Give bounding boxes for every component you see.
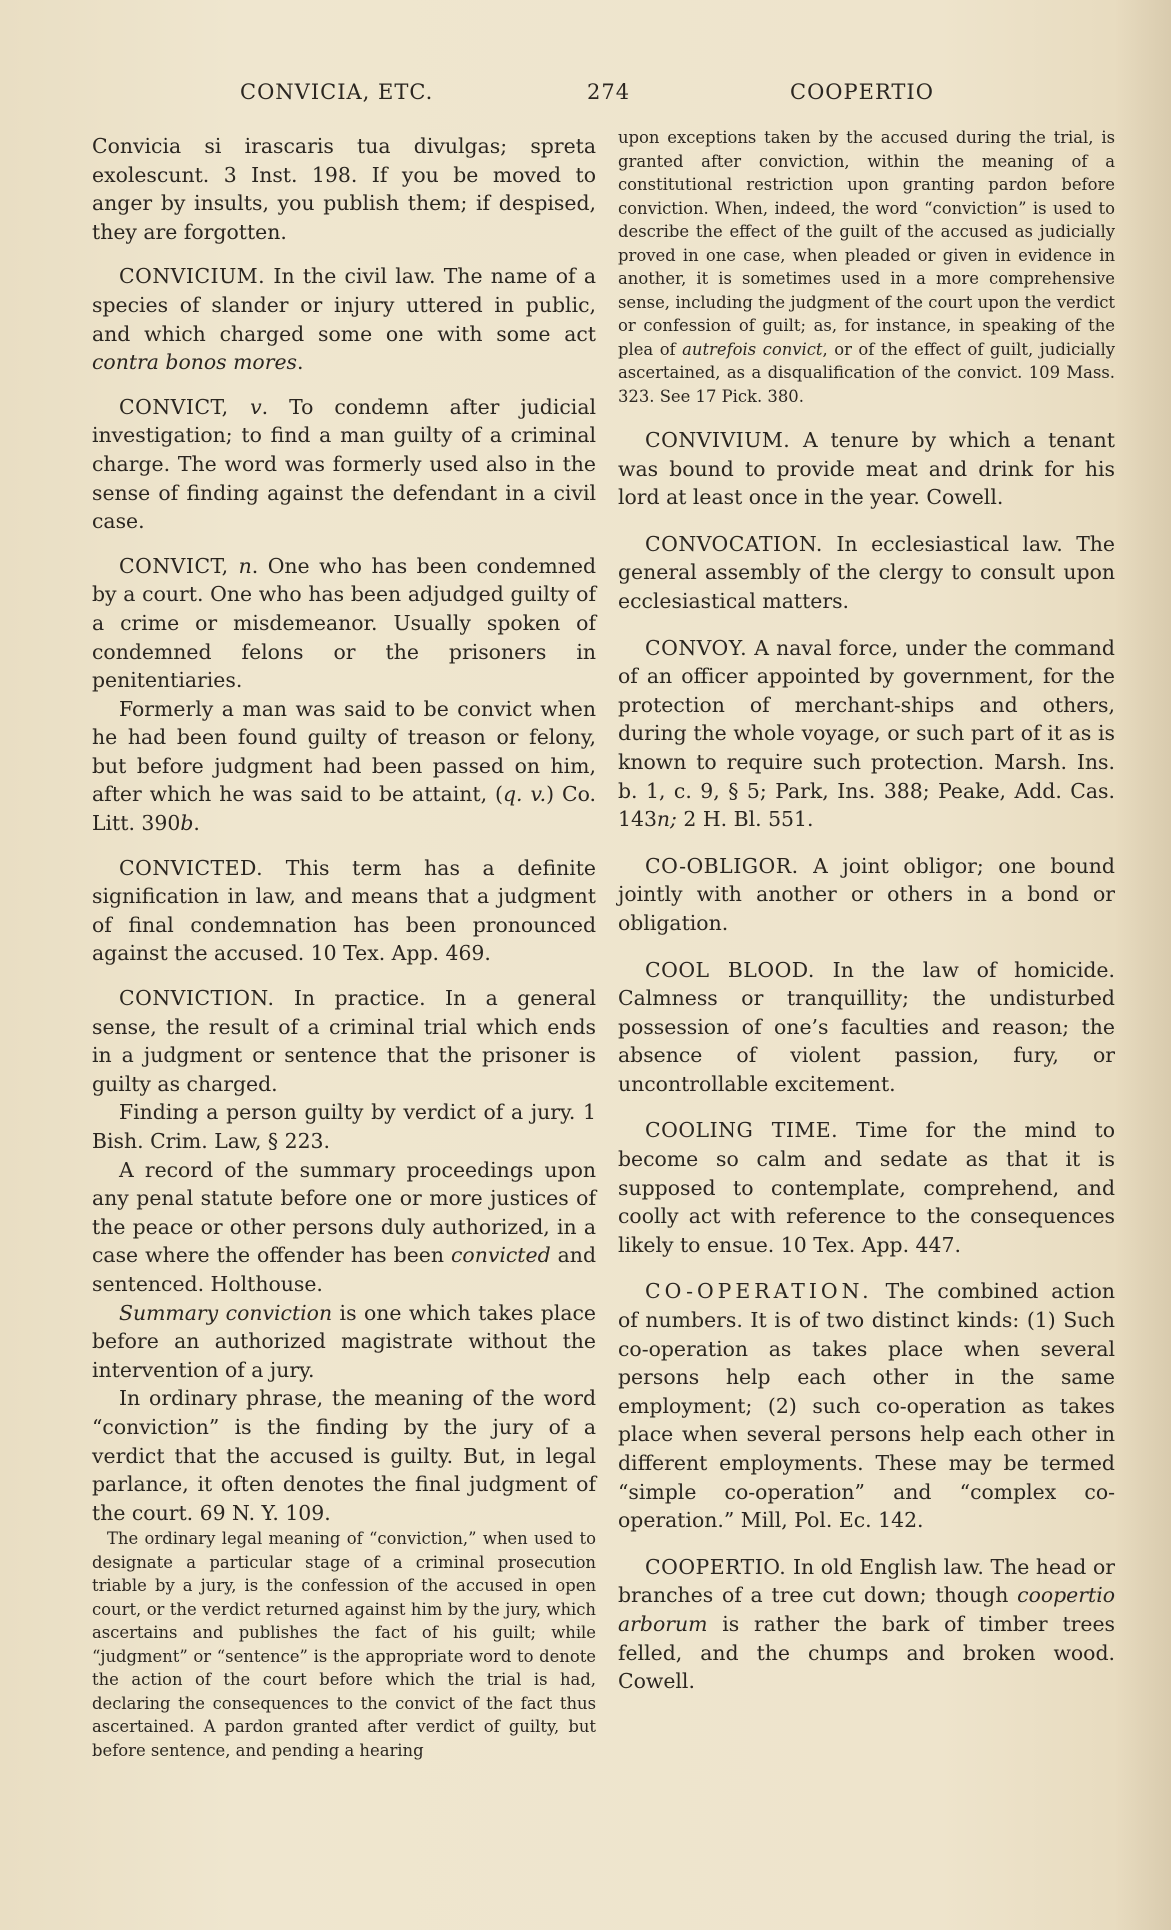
definition-text: The combined action of numbers. It is of two distinct kinds: (1) Such co-operation as takes place when several persons help each other in the same employment; (2) such co-operation as takes place when several persons help each other in different employments. These may be termed “simple co-operation” and “complex co-operation.” Mill, Pol. Ec. 142. — [618, 1279, 1115, 1533]
headword: CONVICIUM. — [119, 264, 266, 289]
text: . — [193, 811, 200, 836]
entry-co-operation — [618, 1277, 1115, 1534]
entry-conviction-para3 — [92, 1156, 596, 1299]
text: is one which takes place before an authorized magistrate without the intervention of a jury. — [92, 1300, 596, 1382]
text: ) Co. Litt. 390 — [92, 782, 596, 836]
text: Formerly a man was said to be convict when he had been found guilty of treason or felony, but before judgment had been passed on him, after which he was said to be attaint, ( — [92, 696, 596, 807]
running-header — [90, 80, 1090, 112]
text: upon exceptions taken by the accused during the trial, is granted after conviction, within the meaning of a constitutional restriction upon granting pardon before conviction. When, indeed, the word “conviction” is used to describe the effect of the guilt of the accused as judicially proved in one case, when pleaded or given in evidence in another, it is sometimes used in a more comprehensive sense, including the judgment of the court upon the verdict or confession of guilt; as, for instance, in speaking of the plea of — [618, 128, 1115, 359]
entry-convicted — [92, 854, 596, 968]
left-column — [92, 132, 596, 1762]
headword: COOL BLOOD. — [645, 957, 815, 982]
headword: COOLING TIME. — [645, 1118, 839, 1143]
header-left-guide-word: CONVICIA, ETC. — [240, 80, 434, 104]
italic-term: Summary conviction — [119, 1300, 333, 1325]
headword: CONVICTION. — [119, 986, 275, 1011]
entry-cooling-time — [618, 1116, 1115, 1259]
italic-ref: b — [180, 811, 194, 836]
definition-text: A naval force, under the command of an officer appointed by government, for the protection of merchant-ships and others, during the whole voyage, or such part of it as is known to require such protection. Marsh. Ins. b. 1, c. 9, § 5; Park, Ins. 388; Peake, Add. Cas. 143 — [618, 635, 1115, 832]
right-column — [618, 128, 1116, 1696]
headword: CO-OPERATION. — [645, 1279, 873, 1304]
small-print-text — [618, 126, 1115, 408]
definition-end: . — [296, 350, 304, 375]
headword: CONVICTED. — [119, 855, 264, 880]
definition-text: In ecclesiastical law. The general assembly of the clergy to consult upon ecclesiastical matters. — [618, 531, 1115, 613]
entry-convocation — [618, 530, 1115, 616]
definition-text: In the civil law. The name of a species of slander or injury uttered in public, and which charged some one with some act — [92, 264, 596, 346]
definition-text: A joint obligor; one bound jointly with another or others in a bond or obligation. — [618, 853, 1115, 935]
definition-text: Time for the mind to become so calm and sedate as that it is supposed to contemplate, comprehend, and coolly act with reference to the consequences likely to ensue. 10 Tex. App. 447. — [618, 1118, 1115, 1257]
definition-text: . To condemn after judicial investigation; to find a man guilty of a criminal charge. The word was formerly used also in the sense of finding against the defendant in a civil case. — [92, 394, 597, 534]
entry-conviction — [92, 984, 596, 1098]
definition-text: In practice. In a general sense, the result of a criminal trial which ends in a judgment or sentence that the prisoner is guilty as charged. — [92, 986, 596, 1096]
definition-text: A tenure by which a tenant was bound to provide meat and drink for his lord at least once in the year. Cowell. — [618, 428, 1115, 510]
definition-text: In the law of homicide. Calmness or tranquillity; the undisturbed possession of one’s faculties and reason; the absence of violent passion, fury, or uncontrollable excitement. — [618, 957, 1115, 1096]
headword: CO-OBLIGOR. — [645, 853, 799, 878]
small-print-note-continued — [618, 126, 1115, 408]
small-print-note — [92, 1527, 596, 1762]
text: and sentenced. Holthouse. — [92, 1243, 596, 1296]
text: A record of the summary proceedings upon any penal statute before one or more justices of the peace or other persons duly authorized, in a case where the offender has been — [92, 1157, 596, 1268]
entry-co-obligor — [618, 852, 1115, 938]
page-number: 274 — [587, 80, 631, 104]
entry-convicium — [92, 262, 596, 376]
part-of-speech: v — [250, 394, 262, 419]
italic-phrase: autrefois convict — [682, 339, 823, 359]
headword: CONVOY. — [645, 635, 748, 660]
text: , or of the effect of guilt, judicially ascertained, as a disqualification of the convict. 109 Mass. 323. See 17 Pick. 380. — [618, 339, 1116, 406]
entry-cool-blood — [618, 956, 1115, 1099]
headword: CONVOCATION. — [645, 531, 823, 556]
headword: COOPERTIO. — [645, 1554, 787, 1579]
header-right-guide-word: COOPERTIO — [790, 80, 934, 104]
headword: CONVICT, — [119, 394, 251, 419]
definition-text: . One who has been condemned by a court. One who has been adjudged guilty of a crime or misdemeanor. Usually spoken of condemned felons or the prisoners in penitentiaries. — [92, 553, 597, 693]
maxim-paragraph: Convicia si irascaris tua divulgas; spreta exolescunt. 3 Inst. 198. If you be moved to anger by insults, you publish them; if despised, they are forgotten. — [92, 134, 596, 244]
definition-text: This term has a definite signification in law, and means that a judgment of final condemnation has been pronounced against the accused. 10 Tex. App. 469. — [92, 855, 596, 966]
page-edge-shadow — [1115, 0, 1171, 1930]
italic-word: convicted — [451, 1243, 551, 1268]
headword: CONVICT, — [119, 553, 239, 578]
part-of-speech: n — [238, 553, 252, 578]
definition-end: 2 H. Bl. 551. — [676, 807, 814, 832]
small-print-text: The ordinary legal meaning of “conviction,” when used to designate a particular stage of a criminal prosecution triable by a jury, is the confession of the accused in open court, or the verdict returned against him by the jury, which ascertains and publishes the fact of his guilt; while “judgment” or “sentence” is the appropriate word to denote the action of the court before which the trial is had, declaring the consequences to the convict of the fact thus ascertained. A pardon granted after verdict of guilty, but before sentence, and pending a hearing — [92, 1529, 596, 1760]
definition-text: In old English law. The head or branches of a tree cut down; though — [618, 1554, 1115, 1608]
definition-end: is rather the bark of timber trees felled, and the chumps and broken wood. Cowell. — [618, 1611, 1115, 1694]
entry-conviction-para4 — [92, 1299, 596, 1385]
entry-coopertio — [618, 1553, 1115, 1696]
entry-convict-noun — [92, 552, 596, 695]
headword: CONVIVIUM. — [645, 428, 791, 452]
italic-ref: n; — [656, 807, 677, 832]
entry-convoy — [618, 634, 1115, 834]
entry-convivium — [618, 426, 1115, 512]
italic-phrase: coopertio arborum — [618, 1583, 1115, 1636]
entry-convict-noun-para2 — [92, 695, 596, 838]
entry-convict-verb — [92, 393, 596, 536]
italic-ref: q. v. — [503, 782, 547, 807]
italic-phrase: contra bonos mores — [92, 350, 297, 375]
entry-conviction-para5: In ordinary phrase, the meaning of the word “conviction” is the finding by the jury of a verdict that the accused is guilty. But, in legal parlance, it often denotes the final judgment of the court. 69 N. Y. 109. — [92, 1386, 596, 1525]
entry-conviction-para2: Finding a person guilty by verdict of a jury. 1 Bish. Crim. Law, § 223. — [92, 1100, 596, 1153]
